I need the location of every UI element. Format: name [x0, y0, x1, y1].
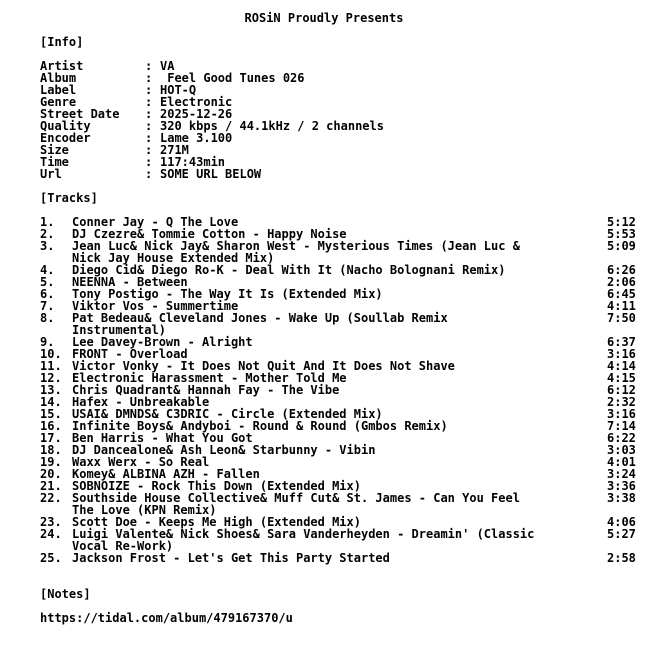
track-number: 13. [40, 383, 62, 397]
info-label: Genre [40, 95, 77, 109]
track-title: FRONT - Overload [72, 347, 188, 361]
track-number: 19. [40, 455, 62, 469]
info-label: Album [40, 71, 77, 85]
info-value: 117:43min [160, 155, 226, 169]
track-number: 22. [40, 491, 62, 505]
track-title: The Love (KPN Remix) [72, 503, 217, 517]
track-duration: 3:16 [607, 347, 636, 361]
track-title: Chris Quadrant& Hannah Fay - The Vibe [72, 383, 340, 397]
track-number: 11. [40, 359, 62, 373]
track-title: Waxx Werx - So Real [72, 455, 210, 469]
track-title: DJ Dancealone& Ash Leon& Starbunny - Vibin [72, 443, 376, 457]
track-number: 12. [40, 371, 62, 385]
track-number: 2. [40, 227, 55, 241]
track-number: 25. [40, 551, 62, 565]
track-title: Infinite Boys& Andyboi - Round & Round (Gmbos Remix) [72, 419, 448, 433]
track-number: 1. [40, 215, 55, 229]
info-label: Quality [40, 119, 91, 133]
track-title: Viktor Vos - Summertime [72, 299, 239, 313]
track-title: Hafex - Unbreakable [72, 395, 210, 409]
track-duration: 7:50 [607, 311, 636, 325]
info-value: 320 kbps / 44.1kHz / 2 channels [160, 119, 384, 133]
track-number: 18. [40, 443, 62, 457]
track-title: Instrumental) [72, 323, 166, 337]
info-label: Label [40, 83, 77, 97]
info-value: SOME URL BELOW [160, 167, 262, 181]
track-duration: 4:14 [607, 359, 636, 373]
track-title: Luigi Valente& Nick Shoes& Sara Vanderheyden - Dreamin' (Classic [72, 527, 535, 541]
track-title: Conner Jay - Q The Love [72, 215, 239, 229]
info-colon: : [145, 155, 153, 169]
track-number: 21. [40, 479, 62, 493]
track-title: Vocal Re-Work) [72, 539, 174, 553]
track-number: 3. [40, 239, 55, 253]
track-number: 6. [40, 287, 55, 301]
track-title: Komey& ALBINA AZH - Fallen [72, 467, 260, 481]
track-duration: 4:11 [607, 299, 636, 313]
track-title: DJ Czezre& Tommie Cotton - Happy Noise [72, 227, 347, 241]
track-duration: 6:45 [607, 287, 636, 301]
track-duration: 5:27 [607, 527, 636, 541]
track-title: Jean Luc& Nick Jay& Sharon West - Mysterious Times (Jean Luc & [72, 239, 520, 253]
track-duration: 4:15 [607, 371, 636, 385]
info-value: HOT-Q [160, 83, 197, 97]
track-number: 23. [40, 515, 62, 529]
track-title: SOBNOIZE - Rock This Down (Extended Mix) [72, 479, 361, 493]
track-duration: 6:12 [607, 383, 636, 397]
info-label: Street Date [40, 107, 120, 121]
track-duration: 6:37 [607, 335, 636, 349]
track-duration: 6:26 [607, 263, 636, 277]
track-duration: 6:22 [607, 431, 636, 445]
track-title: Electronic Harassment - Mother Told Me [72, 371, 347, 385]
track-duration: 5:12 [607, 215, 636, 229]
track-title: Nick Jay House Extended Mix) [72, 251, 275, 265]
track-number: 7. [40, 299, 55, 313]
track-title: Pat Bedeau& Cleveland Jones - Wake Up (Soullab Remix [72, 311, 448, 325]
track-duration: 2:32 [607, 395, 636, 409]
info-label: Url [40, 167, 62, 181]
track-duration: 4:06 [607, 515, 636, 529]
info-value: Lame 3.100 [160, 131, 233, 145]
track-number: 5. [40, 275, 55, 289]
track-duration: 3:36 [607, 479, 636, 493]
track-duration: 3:38 [607, 491, 636, 505]
page-title: ROSiN Proudly Presents [244, 11, 404, 25]
track-title: Southside House Collective& Muff Cut& St. James - Can You Feel [72, 491, 520, 505]
info-value: Feel Good Tunes 026 [160, 71, 305, 85]
info-label: Encoder [40, 131, 91, 145]
track-duration: 2:06 [607, 275, 636, 289]
track-title: NEENNA - Between [72, 275, 188, 289]
track-title: Diego Cid& Diego Ro-K - Deal With It (Nacho Bolognani Remix) [72, 263, 506, 277]
notes-heading: [Notes] [40, 587, 91, 601]
info-colon: : [145, 95, 153, 109]
tracks-heading: [Tracks] [40, 191, 98, 205]
track-duration: 3:24 [607, 467, 636, 481]
track-number: 8. [40, 311, 55, 325]
track-number: 4. [40, 263, 55, 277]
info-value: VA [160, 59, 175, 73]
info-colon: : [145, 59, 153, 73]
track-number: 10. [40, 347, 62, 361]
info-label: Artist [40, 59, 84, 73]
info-value: 271M [160, 143, 189, 157]
track-number: 24. [40, 527, 62, 541]
info-value: Electronic [160, 95, 233, 109]
notes-url: https://tidal.com/album/479167370/u [40, 611, 293, 625]
track-duration: 5:09 [607, 239, 636, 253]
info-colon: : [145, 167, 153, 181]
track-number: 16. [40, 419, 62, 433]
track-title: Tony Postigo - The Way It Is (Extended Mix) [72, 287, 383, 301]
track-duration: 3:03 [607, 443, 636, 457]
info-colon: : [145, 131, 153, 145]
track-title: USAI& DMNDS& C3DRIC - Circle (Extended Mix) [72, 407, 383, 421]
info-colon: : [145, 107, 153, 121]
info-colon: : [145, 119, 153, 133]
info-heading: [Info] [40, 35, 84, 49]
info-colon: : [145, 143, 153, 157]
info-colon: : [145, 71, 153, 85]
track-duration: 7:14 [607, 419, 636, 433]
info-label: Size [40, 143, 69, 157]
track-title: Lee Davey-Brown - Alright [72, 335, 253, 349]
track-number: 17. [40, 431, 62, 445]
track-title: Scott Doe - Keeps Me High (Extended Mix) [72, 515, 361, 529]
info-colon: : [145, 83, 153, 97]
track-duration: 3:16 [607, 407, 636, 421]
track-title: Jackson Frost - Let's Get This Party Started [72, 551, 390, 565]
track-title: Ben Harris - What You Got [72, 431, 253, 445]
info-value: 2025-12-26 [160, 107, 233, 121]
track-number: 9. [40, 335, 55, 349]
info-label: Time [40, 155, 69, 169]
track-number: 20. [40, 467, 62, 481]
track-title: Victor Vonky - It Does Not Quit And It Does Not Shave [72, 359, 455, 373]
track-number: 15. [40, 407, 62, 421]
track-duration: 2:58 [607, 551, 636, 565]
track-duration: 5:53 [607, 227, 636, 241]
track-duration: 4:01 [607, 455, 636, 469]
track-number: 14. [40, 395, 62, 409]
